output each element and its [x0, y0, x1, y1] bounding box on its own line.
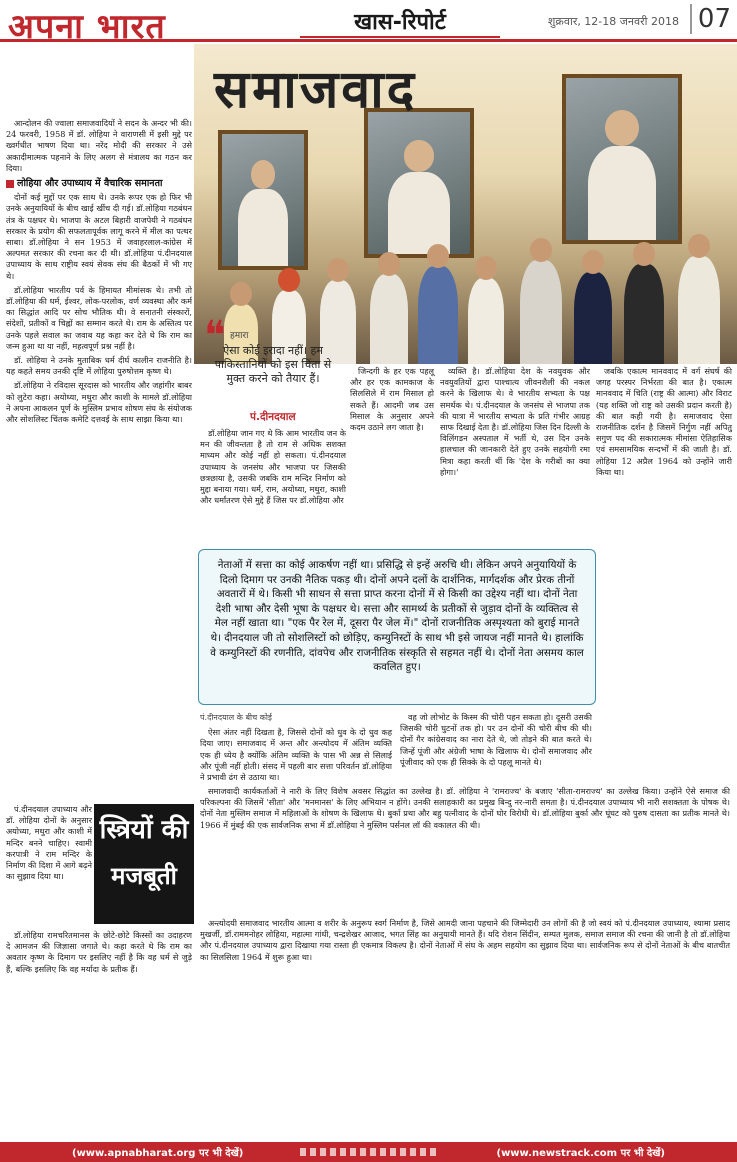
column-1-text: जिन्दगी के हर एक पहलू और हर एक कामकाज के सिलसिले में राम मिसाल हो सकते हैं। आदमी जब उस मिसाल के अनुसार अपने कदम उठाने लग जाता है।: [350, 366, 434, 433]
left-intro: आन्दोलन की ज्वाला समाजवादियों ने सदन के अन्दर भी की। 24 फरवरी, 1958 में डॉ. लोहिया ने वाराणसी में इसी मुद्दे पर ख्वर्गधीत भाषण दिया था। नरेंद मोदी की सरकार ने उसे अकादीमात्मक पहनाने के लिए अलग से मंत्रालय का गठन कर दिया।: [6, 118, 192, 173]
issue-date: शुक्रवार, 12-18 जनवरी 2018: [547, 15, 679, 28]
portrait-center: [364, 108, 474, 258]
column-3: [440, 366, 590, 481]
masthead: [0, 0, 737, 47]
strength-line-2: मजबूती: [111, 862, 177, 890]
footer-link-right[interactable]: (www.newstrack.com पर भी देखें): [496, 1148, 665, 1159]
column-2-text: डॉ.लोहिया जान गए थे कि आम भारतीय जन के मन की जीवन्तता है तो राम से अधिक सशक्त माध्यम और कोई नहीं हो सकता। पं.दीनदयाल उपाध्याय के जनसंघ और भाजपा पर जिसकी छत्रछाया है, उसकी जबकि राम मन्दिर निर्माण को मुद्दा बनाया गया। धर्म, राम, अयोध्या, मथुरा, काशी और धर्मांतरण ऐसे मुद्दे हैं जिस पर डॉ.लोहिया और: [200, 428, 346, 506]
person-10: [678, 256, 720, 364]
brand-logo: अपना भारत: [8, 7, 166, 47]
portrait-right: [562, 74, 682, 244]
column-5-text: ऐसा अंतर नहीं दिखता है, जिससे दोनों को धुव के दो धुव कह दिया जाए। समाजवाद में अन्त और अन्त्योदय में अंतिम व्यक्ति एक ही ध्येय है क्योंकि अंतिम व्यक्ति के पास भी अन्न से सिलाई और पूंजी नहीं होती। संसद में पहली बार सत्ता परिवर्तन डॉ.लोहिया ने प्रभावी ढंग से उठाया था।: [200, 727, 392, 783]
person-4: [370, 274, 408, 364]
page-number: 07: [690, 4, 731, 34]
left-column: [6, 118, 192, 428]
callout-box: नेताओं में सत्ता का कोई आकर्षण नहीं था। प्रसिद्धि से इन्हें अरुचि थी। लेकिन अपने अनुयायियों के दिलो दिमाग पर उनकी नैतिक पकड़ थी। दोनों अपने दलों के दार्शनिक, मार्गदर्शक और प्रेरक तीनों अवतारों में थे। किसी भी साधन से सत्ता प्राप्त करना दोनों में से किसी का उद्देश्य नहीं था। दोनों नेता देशी भाषा और देसी भूषा के पक्षधर थे। सत्ता और सामर्थ्य के प्रतीकों से जुड़ाव दोनों के व्यक्तित्व से मेल नहीं खाता था। "एक पैर रेल में, दूसरा पैर जेल में।" दोनों राजनीतिक अस्पृश्यता को बुराई मानते थे। दीनदयाल जी तो सोशलिस्टों को छोड़िए, कम्युनिस्टों के साथ भी इसे जायज नहीं मानते थे। हालांकि वे कम्युनिस्टों की रणनीति, दांवपेच और राजनीतिक संस्कृति से सहमत नहीं थे। दोनों नेता असमय काल कवलित हुए।: [198, 549, 596, 705]
quote-text: ऐसा कोई इरादा नहीं। हम पाकिस्तानियों को इस चिंता से मुक्त करने को तैयार हैं।: [214, 344, 332, 385]
left-bottom-text: डॉ.लोहिया रामचरितमानस के छोटे-छोटे किस्सों का उदाहरण दे आमजन की जिज्ञासा जगाते थे। कहा करते थे कि राम का अवतार कृष्ण के दिमाग पर इसलिए नहीं है कि वह धर्म से जुड़े हैं, बल्कि इसलिए कि वह मर्यादा के प्रतीक हैं।: [6, 930, 192, 974]
column-6: [400, 712, 592, 771]
column-5-caption: पं.दीनदयाल के बीच कोई: [200, 713, 272, 722]
column-4-text: जबकि एकात्म मानववाद में वर्ग संघर्ष की जगह परस्पर निर्भरता की बात है। एकात्म मानववाद में चिति (राष्ट्र की आत्मा) और विराट (यह शक्ति जो राष्ट्र को उसकी प्रदान करती है) की बात कही गयी है। समाजवाद ऐसा राजनीतिक दर्शन है जिसमें निर्गुण नहीं अपितु सगुण पद की सकारात्मक मीमांसा ऐतिहासिक एवं समसामयिक सन्दर्भों में की जाती है। डॉ. लोहिया 12 अप्रैल 1964 को उन्होंने जारी किया था।: [596, 366, 732, 477]
column-1: [350, 366, 434, 436]
person-7: [520, 260, 562, 364]
pull-quote: [200, 313, 346, 428]
column-3-text: व्यक्ति है। डॉ.लोहिया देश के नवयुवक और नवयुवतियों द्वारा पाश्चात्य जीवनशैली की नकल करने के खिलाफ थे। वे भारतीय सभ्यता के पक्ष समर्थक थे। पं.दीनदयाल के जनसंघ से भाजपा तक की यात्रा में भारतीय सभ्यता के प्रति गंभीर आग्रह साफ दिखाई देता है। डॉ.लोहिया जिस दिन दिल्ली के विलिंगडन अस्पताल में भर्ती थे, उस दिन उनके हालचाल की जानकारी देते हुए उनके सहयोगी रमा मित्रा कहा करती थीं कि 'देश के गरीबों का क्या होगा।': [440, 366, 590, 477]
main-headline: समाजवाद: [214, 60, 418, 120]
column-2: [200, 428, 346, 509]
left-paragraph: दोनों कई मुद्दों पर एक साथ थे। उनके रूपर एक हो फिर भी उनके अनुयायियों के बीच खाई खींच दी गई। डॉ.लोहिया गठबंधन तंत्र के पक्षधर थे। भाजपा के अटल बिहारी वाजपेयी ने गठबंधन सरकार के प्रयोग की सफलतापूर्वक लागू करने में मील का पत्थर साबा। डॉ.लोहिया ने सन 1953 में जवाहरलाल-कांग्रेस में अल्पमत सरकार की रचना कर दी थी। डॉ.लोहिया पं.दीनदयाल उपाध्याय के साथ राष्ट्रीय स्वयं सेवक संघ की बैठकों में भी गए थे।: [6, 192, 192, 281]
left-paragraph: डॉ. लोहिया ने उनके मुताबिक धर्म दीर्घ कालीन राजनीति है। यह कहते समय उनकी दृष्टि में लोहिया पुरुषोत्तम कृष्ण थे।: [6, 355, 192, 377]
column-4: [596, 366, 732, 481]
column-5: [200, 712, 392, 786]
person-6: [468, 278, 504, 364]
left-subhead: लोहिया और उपाध्याय में वैचारिक समानता: [6, 178, 192, 189]
quote-mark-icon: ❝: [204, 313, 226, 359]
column-8-text: अन्त्योदयी समाजवाद भारतीय आत्मा व शरीर के अनुरूप स्वर्ग निर्माण है, जिसे आमदी जाना पहचाने की जिम्मेदारी उन लोगों की है जो स्वयं को पं.दीनदयाल उपाध्याय, श्यामा प्रसाद मुखर्जी, डॉ.राममनोहर लोहिया, महात्मा गांधी, चन्द्रशेखर आजाद, भगत सिंह का अनुयायी मानते हैं। यदि रोशन सिंदीन, सम्पत मुलक, समाज समाज की रचना की जानी है तो डॉ.लोहिया और पं.दीनदयाल उपाध्याय द्वारा दिखाया गया रास्ता ही एकमात्र विकल्प है। दोनों नेताओं में संघ के अहम सहयोग का सुझाव दिया था। सार्वजनिक रूप से दोनों नेताओं के बीच बातचीत का सिलसिला 1964 में शुरू हुआ था।: [200, 918, 730, 962]
strength-line-1: स्त्रियों की: [99, 815, 189, 845]
quote-label: हमारा: [230, 331, 249, 341]
left-bottom-column: [6, 930, 192, 978]
left-paragraph: डॉ.लोहिया ने रविदास सूरदास को भारतीय और जहांगीर बाबर को लुटेरा कहा। अयोध्या, मथुरा और काशी के मामले डॉ.लोहिया ने अपना आकलन पूर्ण के मुस्लिम प्रभाव शोषण संघ के संयोजक और सोशलिस्ट चिंतक कमेटि दत्तवई के साथ साझा किया था।: [6, 380, 192, 425]
person-8: [574, 272, 612, 364]
person-9: [624, 264, 664, 364]
left-paragraph: डॉ.लोहिया भारतीय पर्व के हिमायत मीमांसक थे। तभी तो डॉ.लोहिया की धर्म, ईश्वर, लोक-परलोक, वर्ण व्यवस्था और कर्म का सिद्धांत आदि पर सोच भौतिक थी। वे सनातनी संस्कारों, संदेशों, प्रतीकों व चिह्नों का सम्मान करते थे। राम के अस्तित्व पर उनके पहले सवाल का जवाब यह कहा कर देते थे कि राम का जन्म हुआ था या नहीं, महत्वपूर्ण प्रश्न नहीं है।: [6, 284, 192, 351]
footer-divider: [300, 1148, 440, 1156]
column-6-text: वह जो लोभोट के किस्म की चोरी पहन सकता हो। दूसरी उसकी जिसकी चोरी घुटनों तक हो। पर उन दोनों की चोरी बीच की थी। दोनों गैर कांग्रेसवाद का नारा देते थे, जो तोड़ने की बात करते थे। जिन्हें पूंजी और अंग्रेजी भाषा के खिलाफ थे। दोनों समाजवाद और पूंजीवाद को एक ही सिक्के के दो पहलू मानते थे।: [400, 712, 592, 767]
column-7: [200, 786, 730, 834]
column-7-text: समाजवादी कार्यकर्ताओं ने नारी के लिए विशेष अवसर सिद्धांत का उल्लेख है। डॉ. लोहिया ने 'रामराज्य' के बजाए 'सीता-रामराज्य' का उल्लेख किया। उन्होंने ऐसे समाज की परिकल्पना की जिसमें 'सीता' और 'मनमानस' के लिए अभियान न होंगे। उनकी सलाहकारी का प्रमुख बिन्दु नर-नारी समता है। पं.दीनदयाल उपाध्याय भी नारी सशक्तता के पोषक थे। दोनों नेता मुस्लिम समाज में महिलाओं के शोषण के खिलाफ थे। बुर्का प्रथा और बहु पत्नीवाद के दोनों घोर विरोधी थे। डॉ.लोहिया बुर्का और घूंघट को पुरुष दासता का प्रतीक मानते थे। 1966 में मुंबई की एक सार्वजनिक सभा में डॉ.लोहिया ने मुस्लिम पर्सनल लॉ की वकालत की थी।: [200, 786, 730, 830]
section-title: खास-रिपोर्ट: [300, 6, 500, 38]
column-8: [200, 918, 730, 966]
strength-box: [94, 804, 194, 924]
quote-author: पं.दीनदयाल: [250, 411, 296, 423]
footer-link-left[interactable]: (www.apnabharat.org पर भी देखें): [72, 1148, 244, 1159]
footer-bar: [0, 1142, 737, 1162]
portrait-left: [218, 130, 308, 270]
person-5: [418, 266, 458, 364]
left-low-column: [6, 804, 92, 885]
left-low-text: पं.दीनदयाल उपाध्याय और डॉ. लोहिया दोनों के अनुसार अयोध्या, मथुरा और काशी में मन्दिर बनने चाहिए। स्वामी करपात्री ने राम मन्दिर के निर्माण की दिशा में आगे बढ़ने का सुझाव दिया था।: [6, 804, 92, 882]
